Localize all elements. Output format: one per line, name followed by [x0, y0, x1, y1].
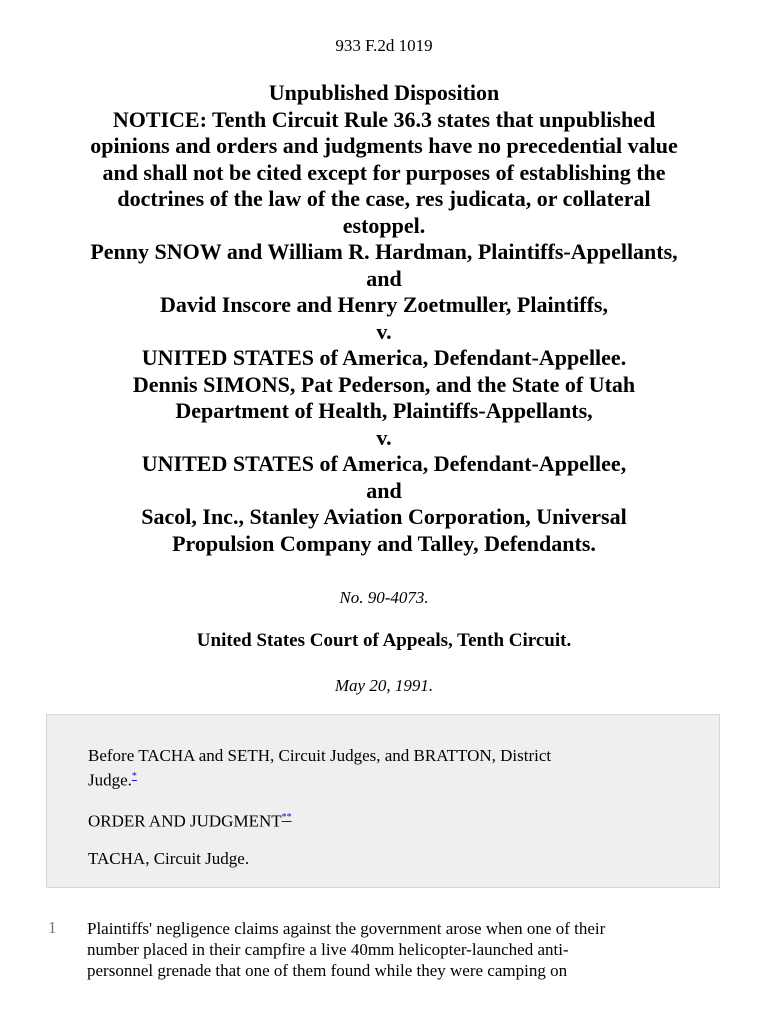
order-heading [88, 807, 648, 832]
caption-line: Penny SNOW and William R. Hardman, Plaintiffs-Appellants, [90, 239, 678, 264]
before-line-1: Before TACHA and SETH, Circuit Judges, and BRATTON, District [88, 746, 552, 765]
judges-panel [46, 714, 720, 888]
caption-line: and shall not be cited except for purposes of establishing the [102, 159, 666, 185]
order-label: ORDER AND JUDGMENT [88, 811, 282, 831]
caption-line: Unpublished Disposition [268, 80, 500, 105]
caption-line: doctrines of the law of the case, res judicata, or collateral [117, 186, 651, 211]
before-line-2: Judge. [88, 770, 132, 790]
caption-line: estoppel. [342, 212, 426, 238]
paragraph-text [87, 918, 707, 981]
caption-line: v. [376, 424, 392, 450]
caption-line: and [366, 477, 402, 503]
paragraph-number: 1 [48, 918, 57, 937]
caption-line: Propulsion Company and Talley, Defendants. [172, 530, 596, 556]
paragraph-line: personnel grenade that one of them found while they were camping on [87, 961, 568, 980]
paragraph-line: Plaintiffs' negligence claims against the government arose when one of their [87, 919, 606, 938]
decision-date: May 20, 1991. [334, 676, 434, 695]
caption-line: Department of Health, Plaintiffs-Appellants, [175, 398, 593, 423]
court-name: United States Court of Appeals, Tenth Circuit. [196, 630, 572, 651]
panel-before-text [88, 745, 648, 791]
docket-number: No. 90-4073. [339, 588, 429, 607]
caption-line: v. [376, 318, 392, 344]
citation: 933 F.2d 1019 [335, 36, 433, 55]
footnote-link-1[interactable]: * [131, 771, 137, 782]
caption-line: and [366, 265, 402, 291]
caption-line: UNITED STATES of America, Defendant-Appellee, [141, 451, 627, 476]
caption-line: UNITED STATES of America, Defendant-Appellee. [141, 345, 627, 370]
caption-line: opinions and orders and judgments have no precedential value [90, 133, 678, 158]
caption-line: Dennis SIMONS, Pat Pederson, and the State of Utah [132, 371, 636, 397]
caption-line: NOTICE: Tenth Circuit Rule 36.3 states that unpublished [112, 106, 656, 132]
paragraph-line: number placed in their campfire a live 40mm helicopter-launched anti- [87, 940, 569, 959]
caption-line: Sacol, Inc., Stanley Aviation Corporation, Universal [141, 504, 627, 529]
opinion-author: TACHA, Circuit Judge. [88, 849, 250, 868]
footnote-link-2[interactable]: ** [281, 812, 292, 823]
case-caption [30, 80, 738, 557]
caption-line: David Inscore and Henry Zoetmuller, Plaintiffs, [160, 292, 608, 317]
